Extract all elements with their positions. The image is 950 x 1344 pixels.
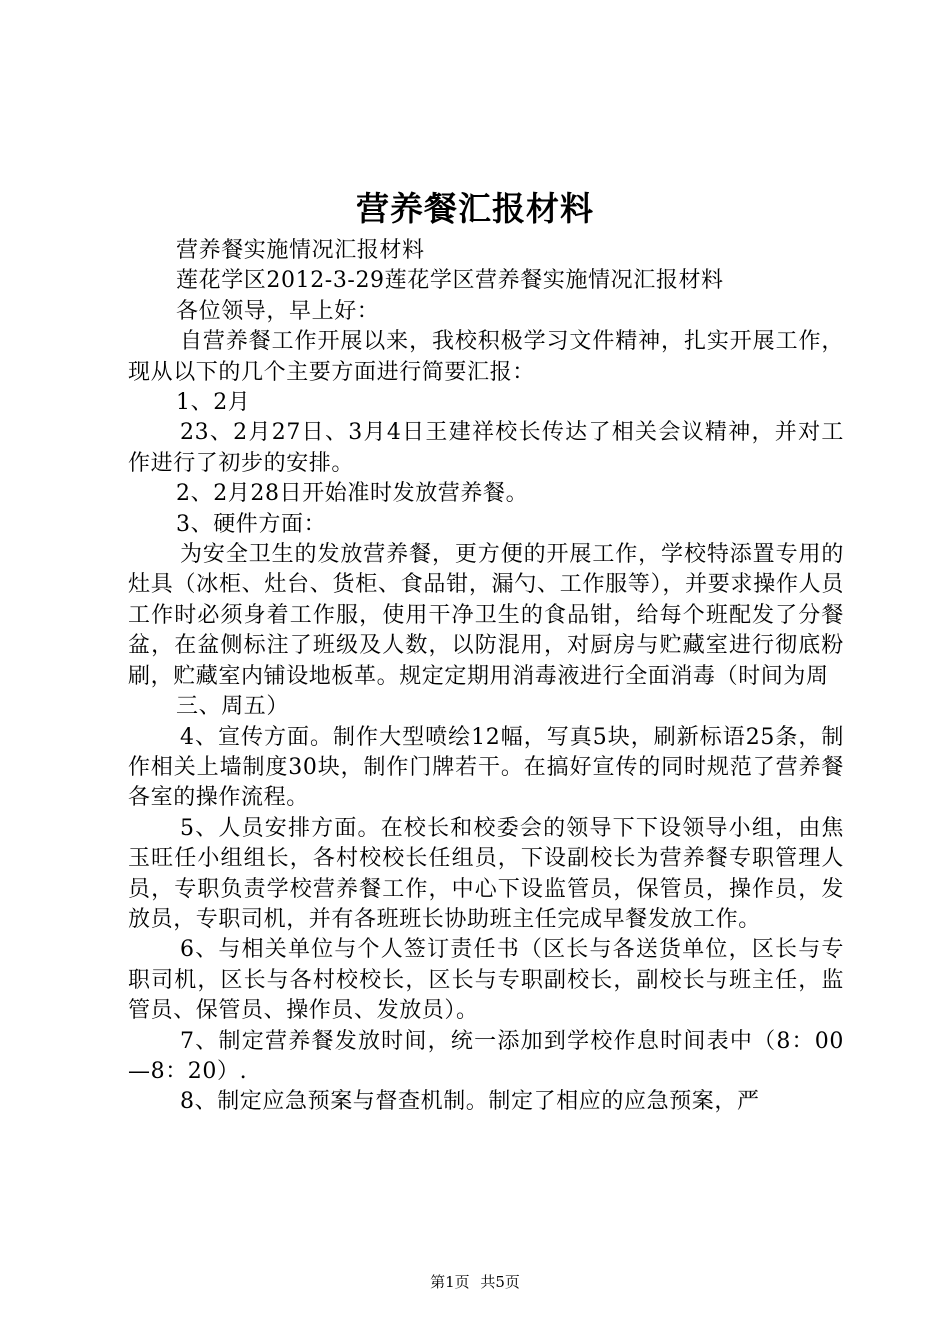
paragraph: 4、宣传方面。制作大型喷绘12幅，写真5块，刷新标语25条，制作相关上墙制度30块，制作门牌若干。在搞好宣传的同时规范了营养餐各室的操作流程。 <box>128 724 844 811</box>
document-body <box>128 236 844 1118</box>
page-number: 第1页 <box>430 1273 470 1291</box>
paragraph: 营养餐实施情况汇报材料 <box>176 238 425 263</box>
paragraph: 23、2月27日、3月4日王建祥校长传达了相关会议精神，并对工作进行了初步的安排。 <box>128 420 844 476</box>
paragraph: 各位领导，早上好： <box>176 298 380 324</box>
paragraph: 6、与相关单位与个人签订责任书（区长与各送货单位，区长与专职司机，区长与各村校校长，区长与专职副校长，副校长与班主任，监管员、保管员、操作员、发放员）。 <box>128 937 844 1024</box>
paragraph: 5、人员安排方面。在校长和校委会的领导下下设领导小组，由焦玉旺任小组组长，各村校校长任组员，下设副校长为营养餐专职管理人员，专职负责学校营养餐工作，中心下设监管员，保管员，操作员，发放员，专职司机，并有各班班长协助班主任完成早餐发放工作。 <box>128 815 844 932</box>
paragraph: 3、硬件方面： <box>176 511 327 537</box>
paragraph: 三、周五） <box>176 694 290 720</box>
paragraph: 为安全卫生的发放营养餐，更方便的开展工作，学校特添置专用的灶具（冰柜、灶台、货柜、食品钳，漏勺、工作服等），并要求操作人员工作时必须身着工作服，使用干净卫生的食品钳，给每个班配发了分餐盆，在盆侧标注了班级及人数，以防混用，对厨房与贮藏室进行彻底粉刷，贮藏室内铺设地板革。规定定期用消毒液进行全面消毒（时间为周 <box>128 542 844 689</box>
paragraph: 莲花学区2012-3-29莲花学区营养餐实施情况汇报材料 <box>176 268 724 294</box>
page-total: 共5页 <box>480 1273 520 1291</box>
paragraph: 2、2月28日开始准时发放营养餐。 <box>176 481 529 507</box>
page-footer <box>0 1272 950 1292</box>
paragraph: 1、2月 <box>176 390 251 416</box>
document-title: 营养餐汇报材料 <box>356 189 594 228</box>
paragraph: 7、制定营养餐发放时间，统一添加到学校作息时间表中（8：00—8：20）. <box>128 1028 844 1084</box>
paragraph: 8、制定应急预案与督查机制。制定了相应的应急预案，严 <box>180 1089 760 1115</box>
paragraph: 自营养餐工作开展以来，我校积极学习文件精神，扎实开展工作，现从以下的几个主要方面进行简要汇报： <box>128 329 844 385</box>
